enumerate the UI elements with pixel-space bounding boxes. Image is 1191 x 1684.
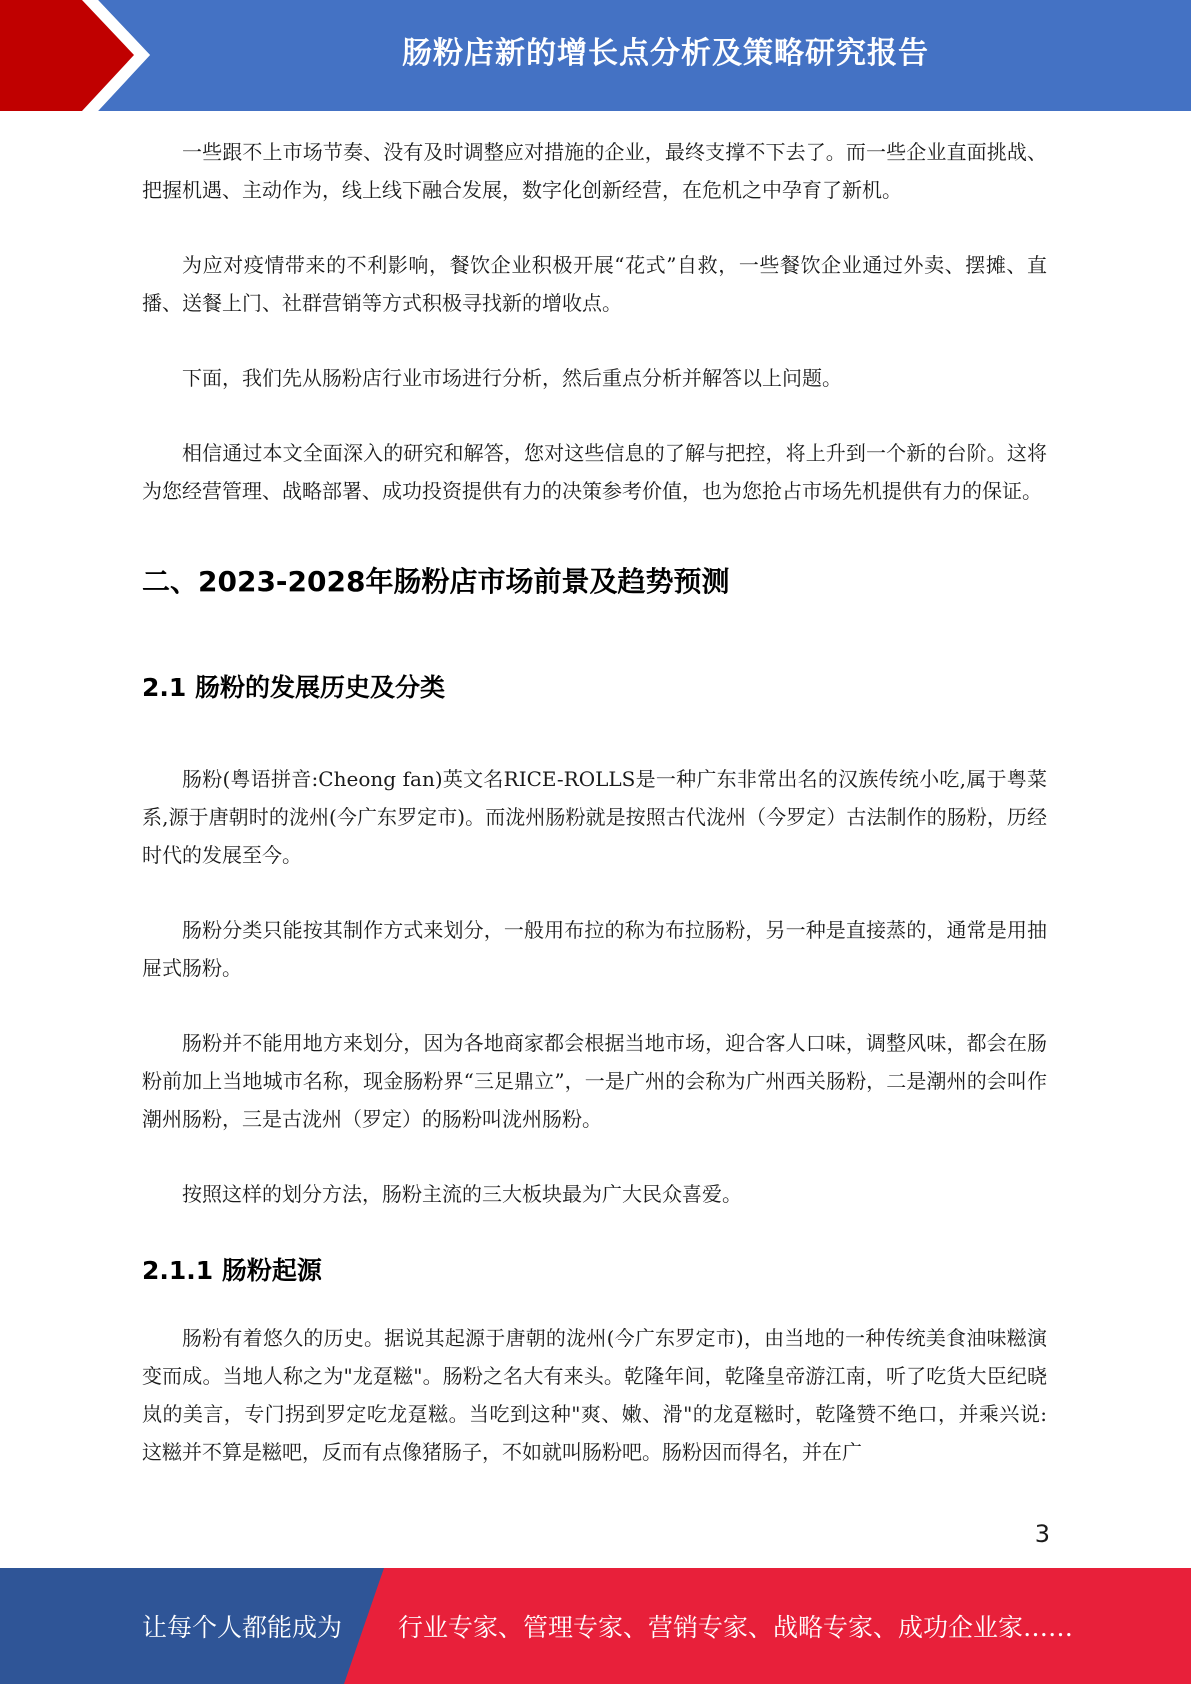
paragraph: 肠粉有着悠久的历史。据说其起源于唐朝的泷州(今广东罗定市)，由当地的一种传统美食油味糍演变而成。当地人称之为"龙趸糍"。肠粉之名大有来头。乾隆年间，乾隆皇帝游江南，听了吃货大臣纪晓岚的美言，专门拐到罗定吃龙趸糍。当吃到这种"爽、嫩、滑"的龙趸糍时，乾隆赞不绝口，并乘兴说:这糍并不算是糍吧，反而有点像猪肠子，不如就叫肠粉吧。肠粉因而得名，并在广	[142, 1326, 1047, 1464]
paragraph: 肠粉分类只能按其制作方式来划分，一般用布拉的称为布拉肠粉，另一种是直接蒸的，通常是用抽屉式肠粉。	[142, 918, 1047, 980]
subsection-heading: 2.1 肠粉的发展历史及分类	[142, 673, 445, 702]
footer-slogan-right: 行业专家、管理专家、营销专家、战略专家、成功企业家……	[398, 1613, 1074, 1642]
report-title: 肠粉店新的增长点分析及策略研究报告	[402, 36, 929, 71]
paragraph: 相信通过本文全面深入的研究和解答，您对这些信息的了解与把控，将上升到一个新的台阶。这将为您经营管理、战略部署、成功投资提供有力的决策参考价值，也为您抢占市场先机提供有力的保证。	[142, 441, 1047, 503]
page-footer	[0, 1568, 1191, 1684]
paragraph: 一些跟不上市场节奏、没有及时调整应对措施的企业，最终支撑不下去了。而一些企业直面挑战、把握机遇、主动作为，线上线下融合发展，数字化创新经营，在危机之中孕育了新机。	[142, 140, 1047, 202]
paragraph: 肠粉并不能用地方来划分，因为各地商家都会根据当地市场，迎合客人口味，调整风味，都会在肠粉前加上当地城市名称，现金肠粉界“三足鼎立”，一是广州的会称为广州西关肠粉，二是潮州的会叫作潮州肠粉，三是古泷州（罗定）的肠粉叫泷州肠粉。	[142, 1031, 1047, 1131]
paragraph: 按照这样的划分方法，肠粉主流的三大板块最为广大民众喜爱。	[182, 1182, 742, 1206]
footer-slogan-left: 让每个人都能成为	[142, 1613, 343, 1642]
paragraph: 为应对疫情带来的不利影响，餐饮企业积极开展“花式”自救，一些餐饮企业通过外卖、摆摊、直播、送餐上门、社群营销等方式积极寻找新的增收点。	[142, 253, 1047, 315]
subsubsection-heading: 2.1.1 肠粉起源	[142, 1256, 322, 1285]
page-header	[0, 0, 1191, 111]
paragraph: 下面，我们先从肠粉店行业市场进行分析，然后重点分析并解答以上问题。	[182, 366, 842, 390]
page-number: 3	[1034, 1520, 1050, 1548]
section-heading: 二、2023-2028年肠粉店市场前景及趋势预测	[142, 565, 730, 598]
paragraph: 肠粉(粤语拼音:Cheong fan)英文名RICE-ROLLS是一种广东非常出名的汉族传统小吃,属于粤菜系,源于唐朝时的泷州(今广东罗定市)。而泷州肠粉就是按照古代泷州（今罗定）古法制作的肠粉，历经时代的发展至今。	[142, 767, 1047, 867]
page-body	[142, 133, 1047, 1471]
